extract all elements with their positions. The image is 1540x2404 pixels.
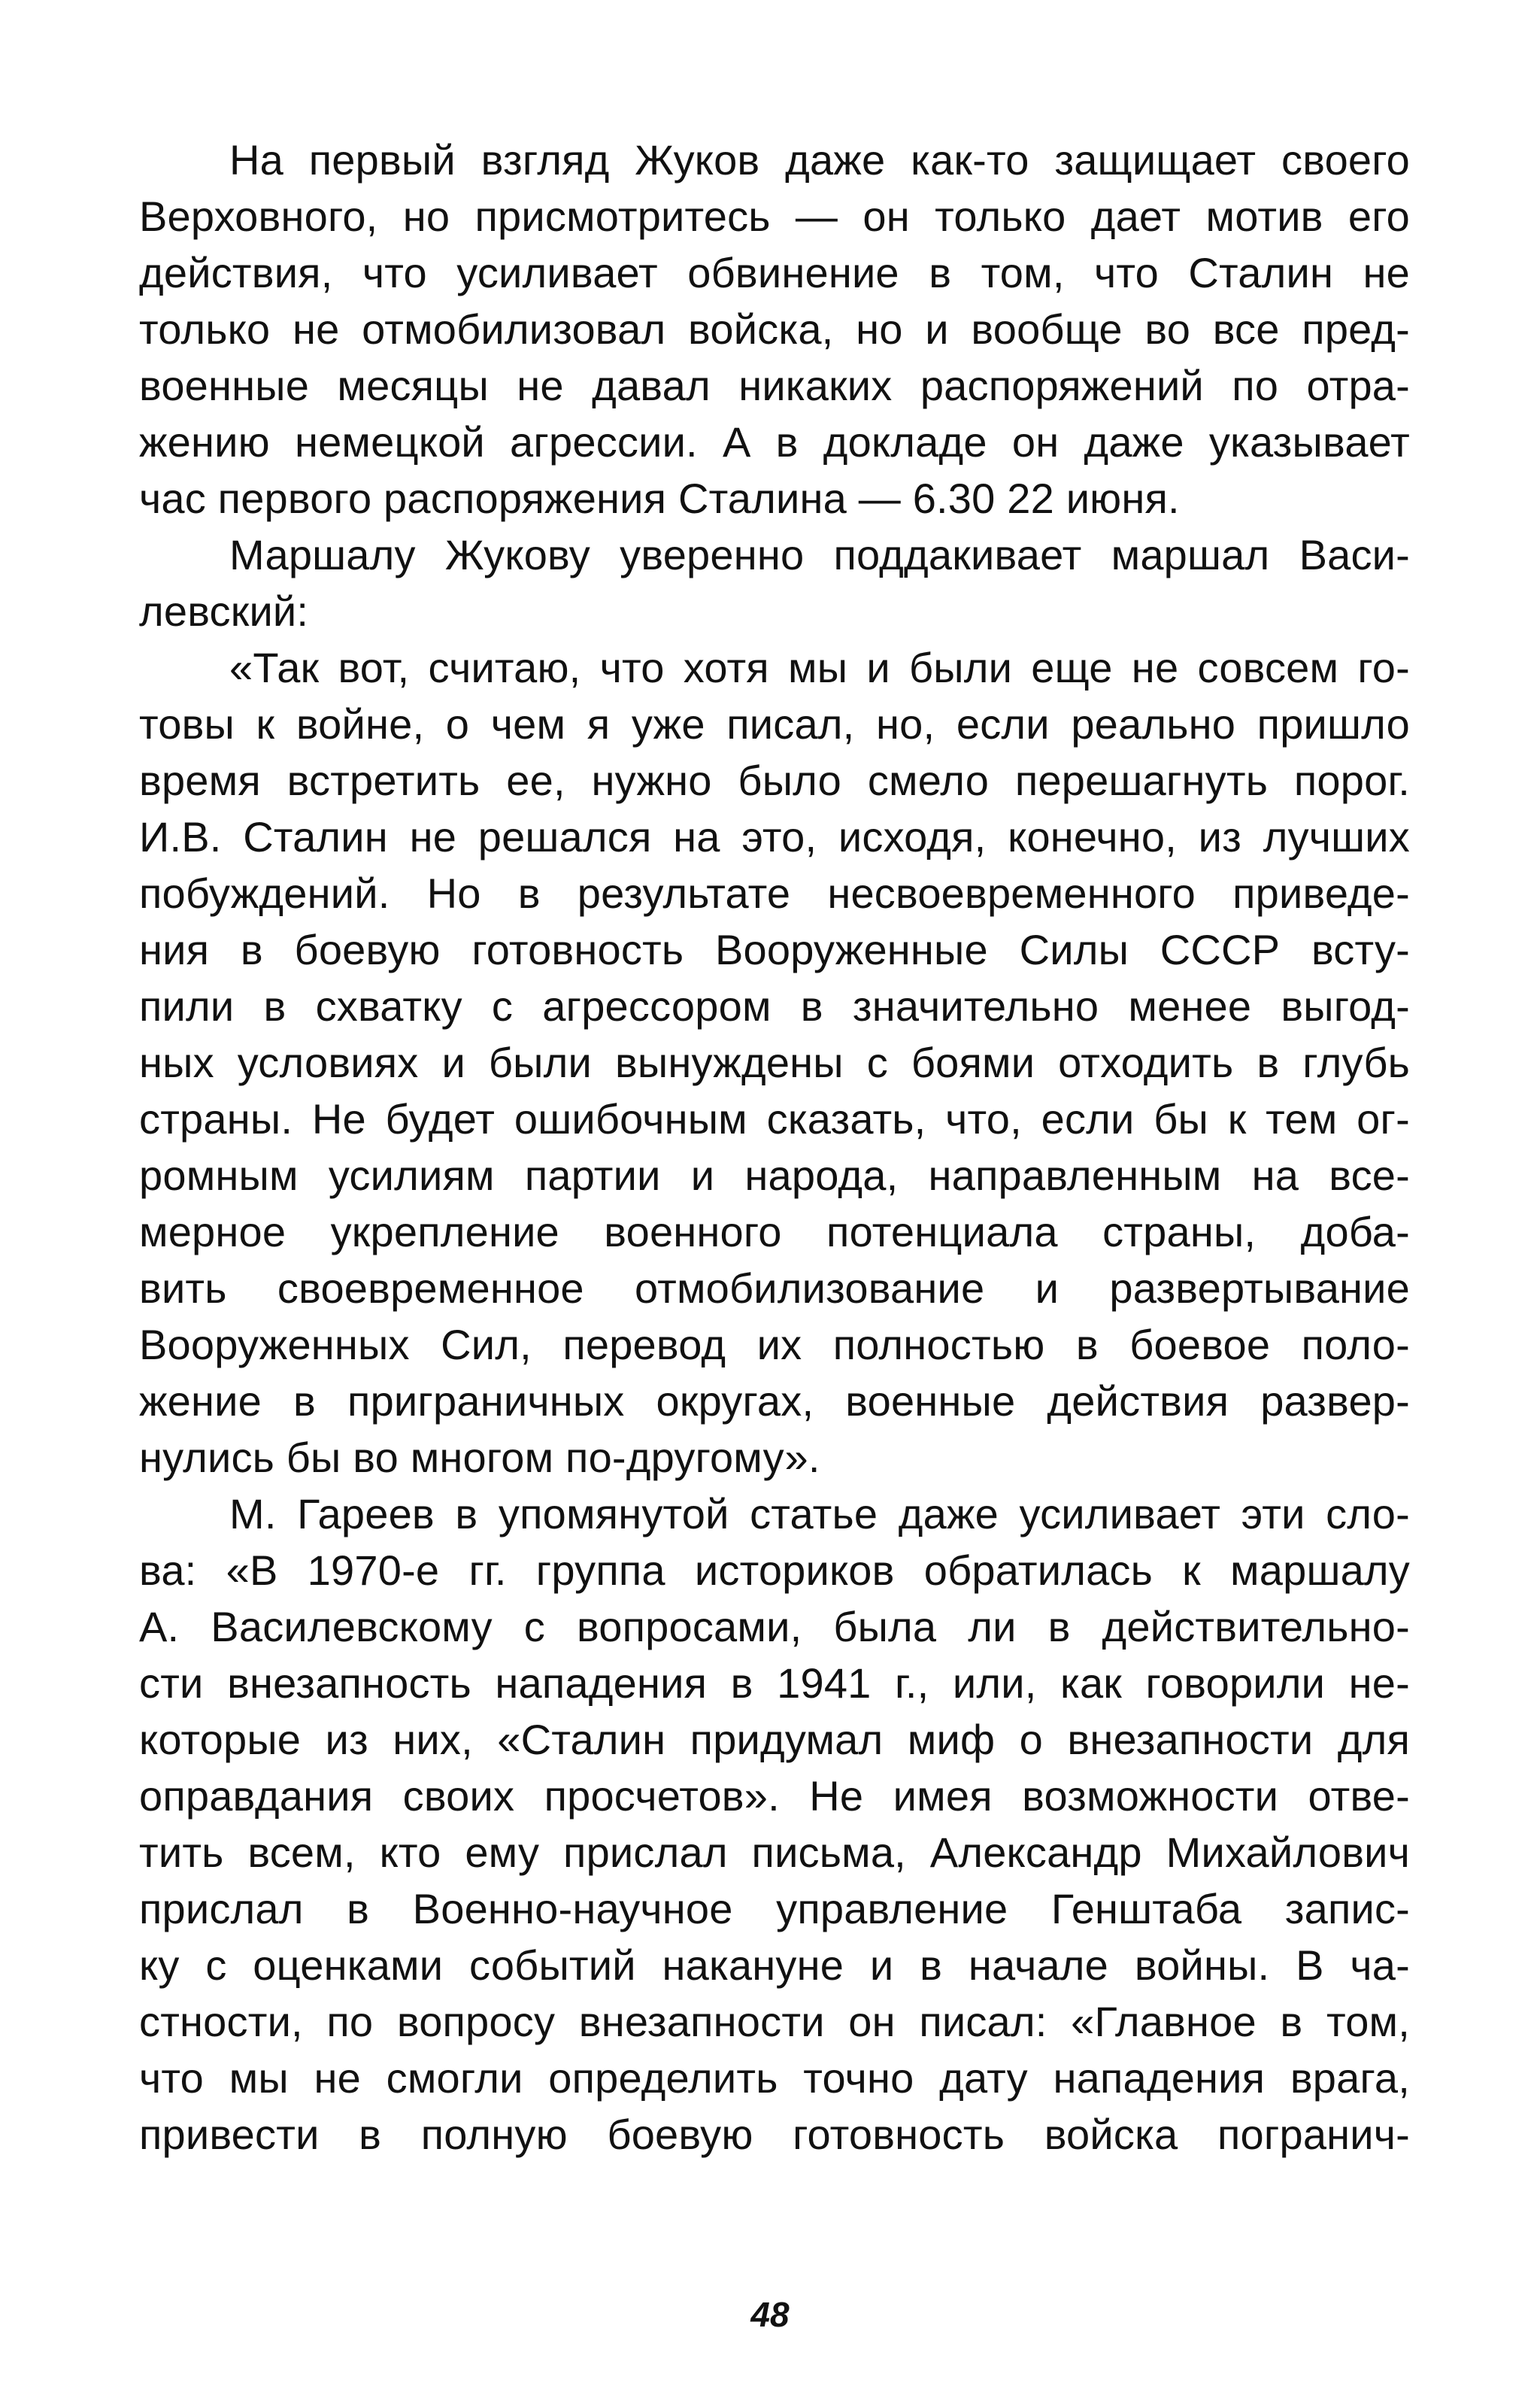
text-line: ния в боевую готовность Вооруженные Силы СССР всту-: [139, 926, 1410, 973]
text-line: ку с оценками событий накануне и в начале войны. В ча-: [139, 1941, 1410, 1989]
text-line: ромным усилиям партии и народа, направленным на все-: [139, 1152, 1410, 1199]
text-line: что мы не смогли определить точно дату нападения врага,: [139, 2054, 1410, 2102]
text-line: оправдания своих просчетов». Не имея возможности отве-: [139, 1772, 1410, 1820]
text-line: страны. Не будет ошибочным сказать, что, если бы к тем ог-: [139, 1095, 1410, 1143]
text-line: М. Гареев в упомянутой статье даже усиливает эти сло-: [229, 1490, 1410, 1537]
text-line: которые из них, «Сталин придумал миф о внезапности для: [139, 1716, 1410, 1763]
body-text: [139, 132, 1410, 2163]
text-line: нулись бы во многом по-другому».: [139, 1434, 820, 1481]
text-line: жение в приграничных округах, военные действия развер-: [139, 1377, 1410, 1425]
text-line: Маршалу Жукову уверенно поддакивает маршал Васи-: [229, 531, 1410, 578]
text-line: тить всем, кто ему прислал письма, Александр Михайлович: [139, 1829, 1410, 1876]
text-line: военные месяцы не давал никаких распоряжений по отра-: [139, 362, 1410, 409]
text-line: И.В. Сталин не решался на это, исходя, конечно, из лучших: [139, 813, 1410, 861]
text-line: На первый взгляд Жуков даже как-то защищает своего: [229, 136, 1410, 184]
page-number: 48: [750, 2295, 790, 2334]
text-line: левский:: [139, 587, 309, 635]
text-line: товы к войне, о чем я уже писал, но, если реально пришло: [139, 700, 1410, 748]
text-line: Верховного, но присмотритесь — он только дает мотив его: [139, 193, 1410, 240]
text-line: жению немецкой агрессии. А в докладе он даже указывает: [139, 418, 1410, 466]
text-line: время встретить ее, нужно было смело перешагнуть порог.: [139, 757, 1410, 804]
text-line: час первого распоряжения Сталина — 6.30 22 июня.: [139, 475, 1180, 522]
text-line: А. Василевскому с вопросами, была ли в действительно-: [139, 1603, 1410, 1650]
text-line: привести в полную боевую готовность войска погранич-: [139, 2111, 1410, 2158]
text-line: стности, по вопросу внезапности он писал: «Главное в том,: [139, 1998, 1410, 2045]
text-line: «Так вот, считаю, что хотя мы и были еще не совсем го-: [229, 644, 1410, 691]
text-line: ных условиях и были вынуждены с боями отходить в глубь: [139, 1039, 1410, 1086]
text-line: мерное укрепление военного потенциала страны, доба-: [139, 1208, 1410, 1255]
text-line: только не отмобилизовал войска, но и вообще во все пред-: [139, 305, 1410, 353]
text-line: Вооруженных Сил, перевод их полностью в боевое поло-: [139, 1321, 1410, 1368]
text-line: побуждений. Но в результате несвоевременного приведе-: [139, 870, 1410, 917]
text-line: сти внезапность нападения в 1941 г., или, как говорили не-: [139, 1659, 1410, 1707]
text-line: действия, что усиливает обвинение в том, что Сталин не: [139, 249, 1410, 296]
text-line: прислал в Военно-научное управление Генштаба запис-: [139, 1885, 1410, 1932]
text-line: вить своевременное отмобилизование и развертывание: [139, 1264, 1410, 1312]
text-line: пили в схватку с агрессором в значительно менее выгод-: [139, 982, 1410, 1030]
text-line: ва: «В 1970-е гг. группа историков обратилась к маршалу: [139, 1547, 1410, 1594]
